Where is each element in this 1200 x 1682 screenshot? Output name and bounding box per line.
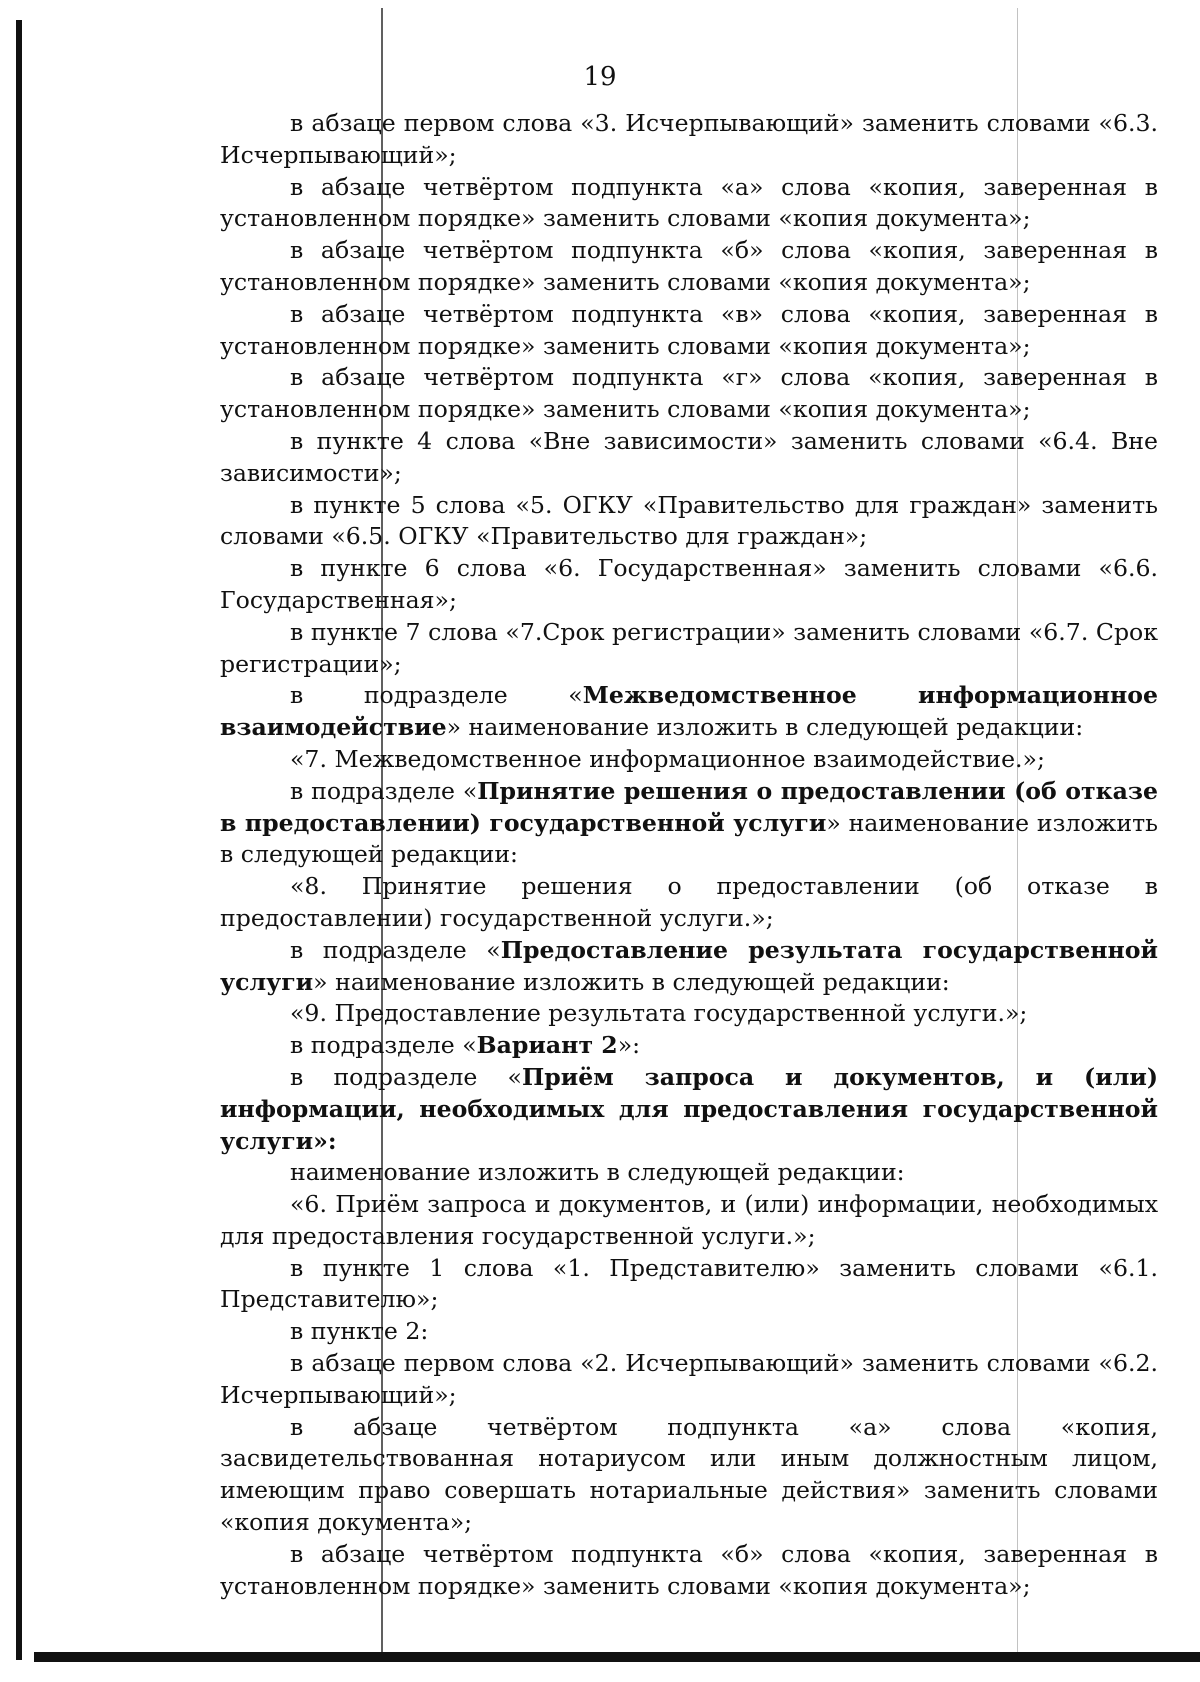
paragraph — [220, 1348, 1158, 1412]
scan-bottom-border — [34, 1652, 1200, 1662]
paragraph — [220, 617, 1158, 681]
paragraph — [220, 1189, 1158, 1253]
paragraph — [220, 235, 1158, 299]
text-run: в пункте 5 слова «5. ОГКУ «Правительство для граждан» заменить словами «6.5. ОГКУ «Правительство для граждан»; — [220, 490, 1158, 551]
bold-text: Предоставление результата государственной услуги — [220, 935, 1158, 996]
paragraph — [220, 553, 1158, 617]
paragraph — [220, 871, 1158, 935]
bold-text: Приём запроса и документов, и (или) информации, необходимых для предоставления государственной услуги — [220, 1062, 1158, 1155]
paragraph — [220, 1062, 1158, 1157]
paragraph — [220, 1157, 1158, 1189]
bold-text: Принятие решения о предоставлении (об отказе в предоставлении) государственной услуги — [220, 776, 1158, 837]
text-run: » наименование изложить в следующей редакции: — [313, 967, 950, 996]
text-run: в пункте 1 слова «1. Представителю» заменить словами «6.1. Представителю»; — [220, 1253, 1158, 1314]
paragraph — [220, 776, 1158, 871]
text-run: в пункте 6 слова «6. Государственная» заменить словами «6.6. Государственная»; — [220, 554, 1158, 614]
paragraph — [220, 1253, 1158, 1317]
bold-text: Межведомственное информационное взаимодействие — [220, 681, 1158, 742]
text-run: «6. Приём запроса и документов, и (или) информации, необходимых для предоставления государственной услуги.»; — [220, 1190, 1158, 1250]
page-number: 19 — [583, 62, 617, 92]
text-run: в подразделе « — [290, 681, 583, 710]
text-run: »: — [617, 1031, 641, 1060]
text-run: наименование изложить в следующей редакции: — [290, 1158, 905, 1187]
text-run: в абзаце первом слова «3. Исчерпывающий» заменить словами «6.3. Исчерпывающий»; — [220, 109, 1158, 169]
text-run: «7. Межведомственное информационное взаимодействие.»; — [290, 744, 1045, 773]
text-run: » наименование изложить в следующей редакции: — [446, 713, 1084, 742]
text-run: в подразделе « — [290, 776, 478, 805]
paragraph — [220, 680, 1158, 744]
text-run: в абзаце четвёртом подпункта «г» слова «копия, заверенная в установленном порядке» заменить словами «копия документа»; — [220, 363, 1158, 424]
paragraph — [220, 744, 1158, 776]
text-run: «8. Принятие решения о предоставлении (об отказе в предоставлении) государственной услуги.»; — [220, 872, 1158, 932]
scan-left-border — [16, 20, 22, 1660]
text-run: «9. Предоставление результата государственной услуги.»; — [290, 999, 1028, 1028]
bold-text: »: — [313, 1126, 337, 1155]
paragraph — [220, 935, 1158, 999]
paragraph — [220, 299, 1158, 363]
text-run: в пункте 2: — [290, 1317, 429, 1346]
paragraph — [220, 998, 1158, 1030]
text-run: в абзаце четвёртом подпункта «а» слова «копия, заверенная в установленном порядке» заменить словами «копия документа»; — [220, 172, 1158, 233]
paragraph — [220, 1539, 1158, 1603]
text-run: в подразделе « — [290, 935, 501, 964]
text-run: в абзаце четвёртом подпункта «а» слова «копия, засвидетельствованная нотариусом или иным должностным лицом, имеющим право совершать нотариальные действия» заменить словами «копия документа»; — [220, 1412, 1158, 1537]
text-run: в подразделе « — [290, 1031, 477, 1060]
paragraph — [220, 108, 1158, 172]
text-run: в пункте 4 слова «Вне зависимости» заменить словами «6.4. Вне зависимости»; — [220, 426, 1158, 487]
paragraph — [220, 1316, 1158, 1348]
text-run: в пункте 7 слова «7.Срок регистрации» заменить словами «6.7. Срок регистрации»; — [220, 617, 1158, 678]
paragraph — [220, 426, 1158, 490]
text-run: в абзаце первом слова «2. Исчерпывающий» заменить словами «6.2. Исчерпывающий»; — [220, 1349, 1158, 1409]
bold-text: Вариант 2 — [476, 1031, 618, 1060]
text-run: в абзаце четвёртом подпункта «б» слова «копия, заверенная в установленном порядке» заменить словами «копия документа»; — [220, 236, 1158, 296]
paragraph — [220, 1412, 1158, 1539]
paragraph — [220, 490, 1158, 554]
text-run: в абзаце четвёртом подпункта «в» слова «копия, заверенная в установленном порядке» заменить словами «копия документа»; — [220, 299, 1158, 360]
text-run: в подразделе « — [290, 1062, 522, 1091]
document-body — [220, 108, 1158, 1602]
text-run: в абзаце четвёртом подпункта «б» слова «копия, заверенная в установленном порядке» заменить словами «копия документа»; — [220, 1539, 1158, 1600]
paragraph — [220, 1030, 1158, 1062]
paragraph — [220, 172, 1158, 236]
paragraph — [220, 362, 1158, 426]
text-run: » наименование изложить в следующей редакции: — [220, 808, 1158, 869]
